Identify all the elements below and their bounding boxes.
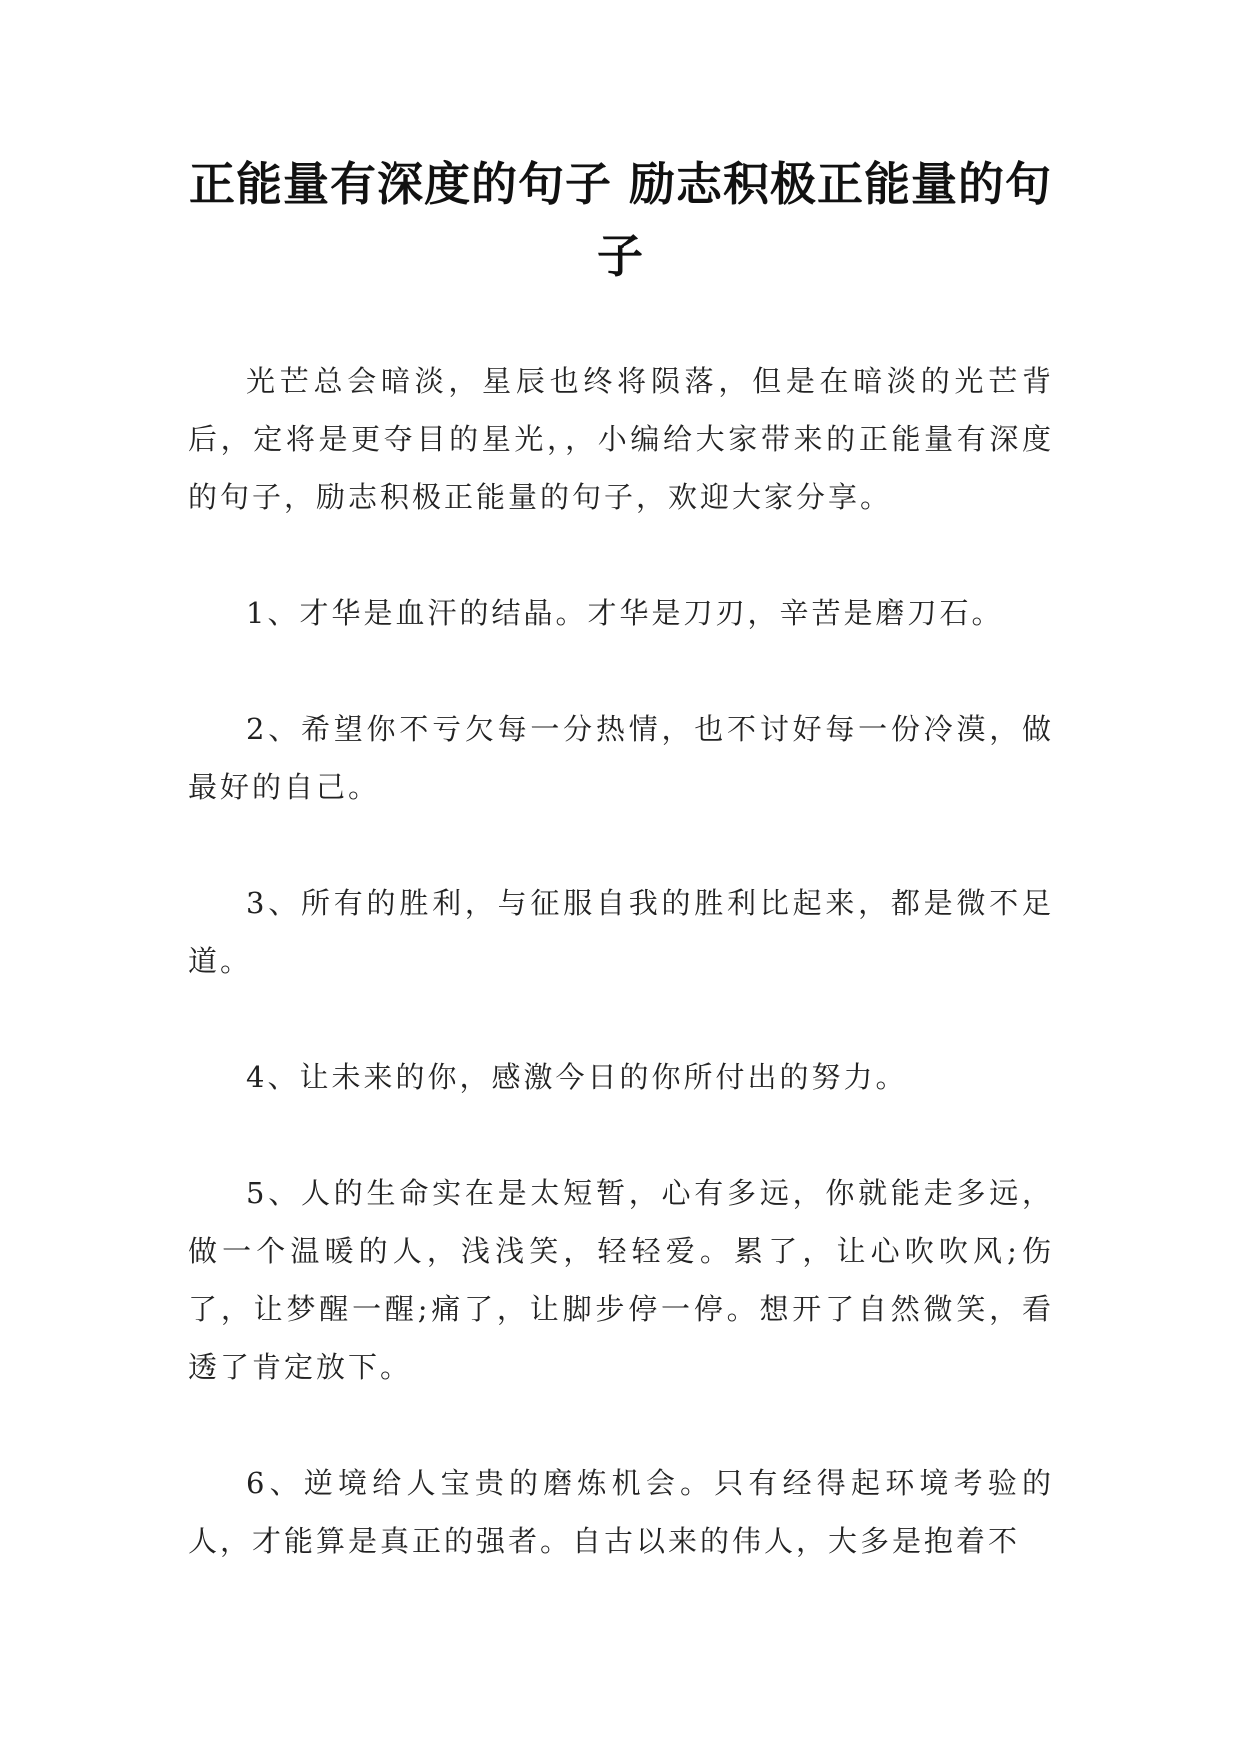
intro-paragraph: 光芒总会暗淡，星辰也终将陨落，但是在暗淡的光芒背后，定将是更夺目的星光，，小编给大家带来的正能量有深度的句子，励志积极正能量的句子，欢迎大家分享。	[188, 364, 1054, 514]
quote-paragraph-5: 5、人的生命实在是太短暂，心有多远，你就能走多远，做一个温暖的人，浅浅笑，轻轻爱。累了，让心吹吹风;伤了，让梦醒一醒;痛了，让脚步停一停。想开了自然微笑，看透了肯定放下。	[188, 1176, 1054, 1384]
quote-paragraph-3: 3、所有的胜利，与征服自我的胜利比起来，都是微不足道。	[188, 886, 1054, 978]
quote-paragraph-6: 6、逆境给人宝贵的磨炼机会。只有经得起环境考验的人，才能算是真正的强者。自古以来的伟人，大多是抱着不	[188, 1466, 1054, 1558]
quote-paragraph-1: 1、才华是血汗的结晶。才华是刀刃，辛苦是磨刀石。	[246, 596, 1004, 630]
document-title: 正能量有深度的句子 励志积极正能量的句子	[188, 157, 1052, 283]
quote-paragraph-4: 4、让未来的你，感激今日的你所付出的努力。	[246, 1060, 908, 1094]
quote-paragraph-2: 2、希望你不亏欠每一分热情，也不讨好每一份冷漠，做最好的自己。	[188, 712, 1054, 804]
document-body	[188, 352, 1054, 1570]
